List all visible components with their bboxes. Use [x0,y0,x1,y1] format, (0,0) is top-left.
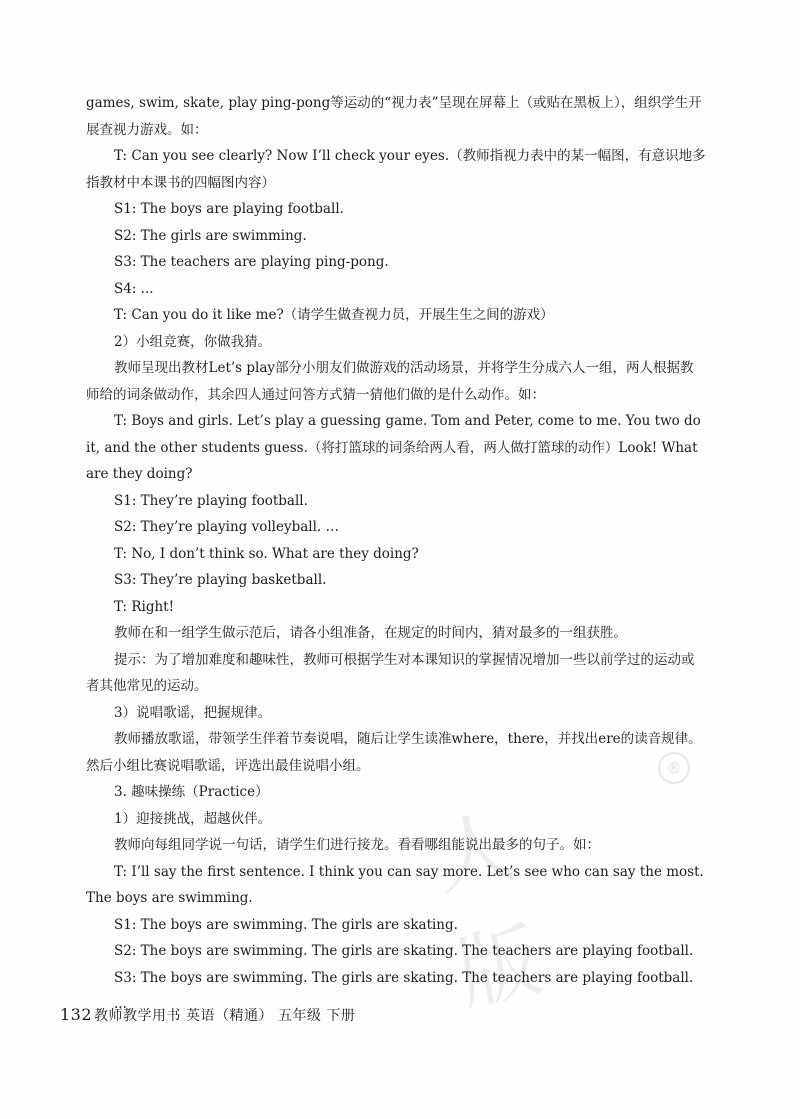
text-line: S4: ... [114,280,154,297]
registered-mark: ® [658,752,690,784]
text-line: 教师向每组同学说一句话，请学生们进行接龙。看看哪组能说出最多的句子。如： [114,837,600,853]
book-title: 教师教学用书 英语（精通） 五年级 下册 [94,1008,356,1024]
page-number: 132 [60,1005,93,1024]
text-line: S2: They’re playing volleyball. … [114,519,340,535]
text-line: T: Can you do it like me?（请学生做查视力员，开展生生之间的游戏） [114,307,554,323]
text-line: T: I’ll say the first sentence. I think you can say more. Let’s see who can say the most. The boys are swimming. [86,863,704,906]
text-line: S2: The boys are swimming. The girls are skating. The teachers are playing football. [114,943,694,959]
text-line: S1: The boys are playing football. [114,201,344,217]
text-line: T: Boys and girls. Let’s play a guessing game. Tom and Peter, come to me. You two do it, and the other students guess.（将打篮球的词条给两人看，两人做打篮球的动作）Look! What are they doing? [86,413,701,482]
text-line: 提示：为了增加难度和趣味性，教师可根据学生对本课知识的掌握情况增加一些以前学过的运动或者其他常见的运动。 [86,651,695,694]
text-line: 教师呈现出教材Let’s play部分小朋友们做游戏的活动场景，并将学生分成六人一组，两人根据教师给的词条做动作，其余四人通过问答方式猜一猜他们做的是什么动作。如： [86,360,694,403]
text-line: T: Can you see clearly? Now I’ll check your eyes.（教师指视力表中的某一幅图，有意识地多指教材中本课书的四幅图内容） [86,148,706,191]
text-line: games, swim, skate, play ping-pong等运动的“视力表”呈现在屏幕上（或贴在黑板上），组织学生开展查视力游戏。如： [86,95,702,138]
page-body [86,90,706,1024]
publisher-watermark: 人 版 [425,792,577,1024]
text-line: 3. 趣味操练（Practice） [114,784,269,800]
text-line: S3: The boys are swimming. The girls are skating. The teachers are playing football. [114,969,694,986]
text-line: T: No, I don’t think so. What are they doing? [114,545,419,562]
text-line: S1: They’re playing football. [114,492,308,509]
text-line: S2: The girls are swimming. [114,227,307,244]
text-line: 3）说唱歌谣，把握规律。 [114,704,272,721]
text-line: 教师播放歌谣，带领学生伴着节奏说唱，随后让学生读准where，there，并找出ere的读音规律。然后小组比赛说唱歌谣，评选出最佳说唱小组。 [86,731,702,774]
text-line: 教师在和一组学生做示范后，请各小组准备，在规定的时间内，猜对最多的一组获胜。 [114,625,627,641]
text-line: S3: The teachers are playing ping-pong. [114,254,389,270]
page-footer [60,1005,355,1025]
text-line: ... [114,996,127,1012]
text-line: S1: The boys are swimming. The girls are skating. [114,916,458,933]
text-line: T: Right! [114,598,175,615]
text-line: 1）迎接挑战，超越伙伴。 [114,810,272,827]
text-line: 2）小组竞赛，你做我猜。 [114,333,272,350]
text-line: S3: They’re playing basketball. [114,572,327,588]
